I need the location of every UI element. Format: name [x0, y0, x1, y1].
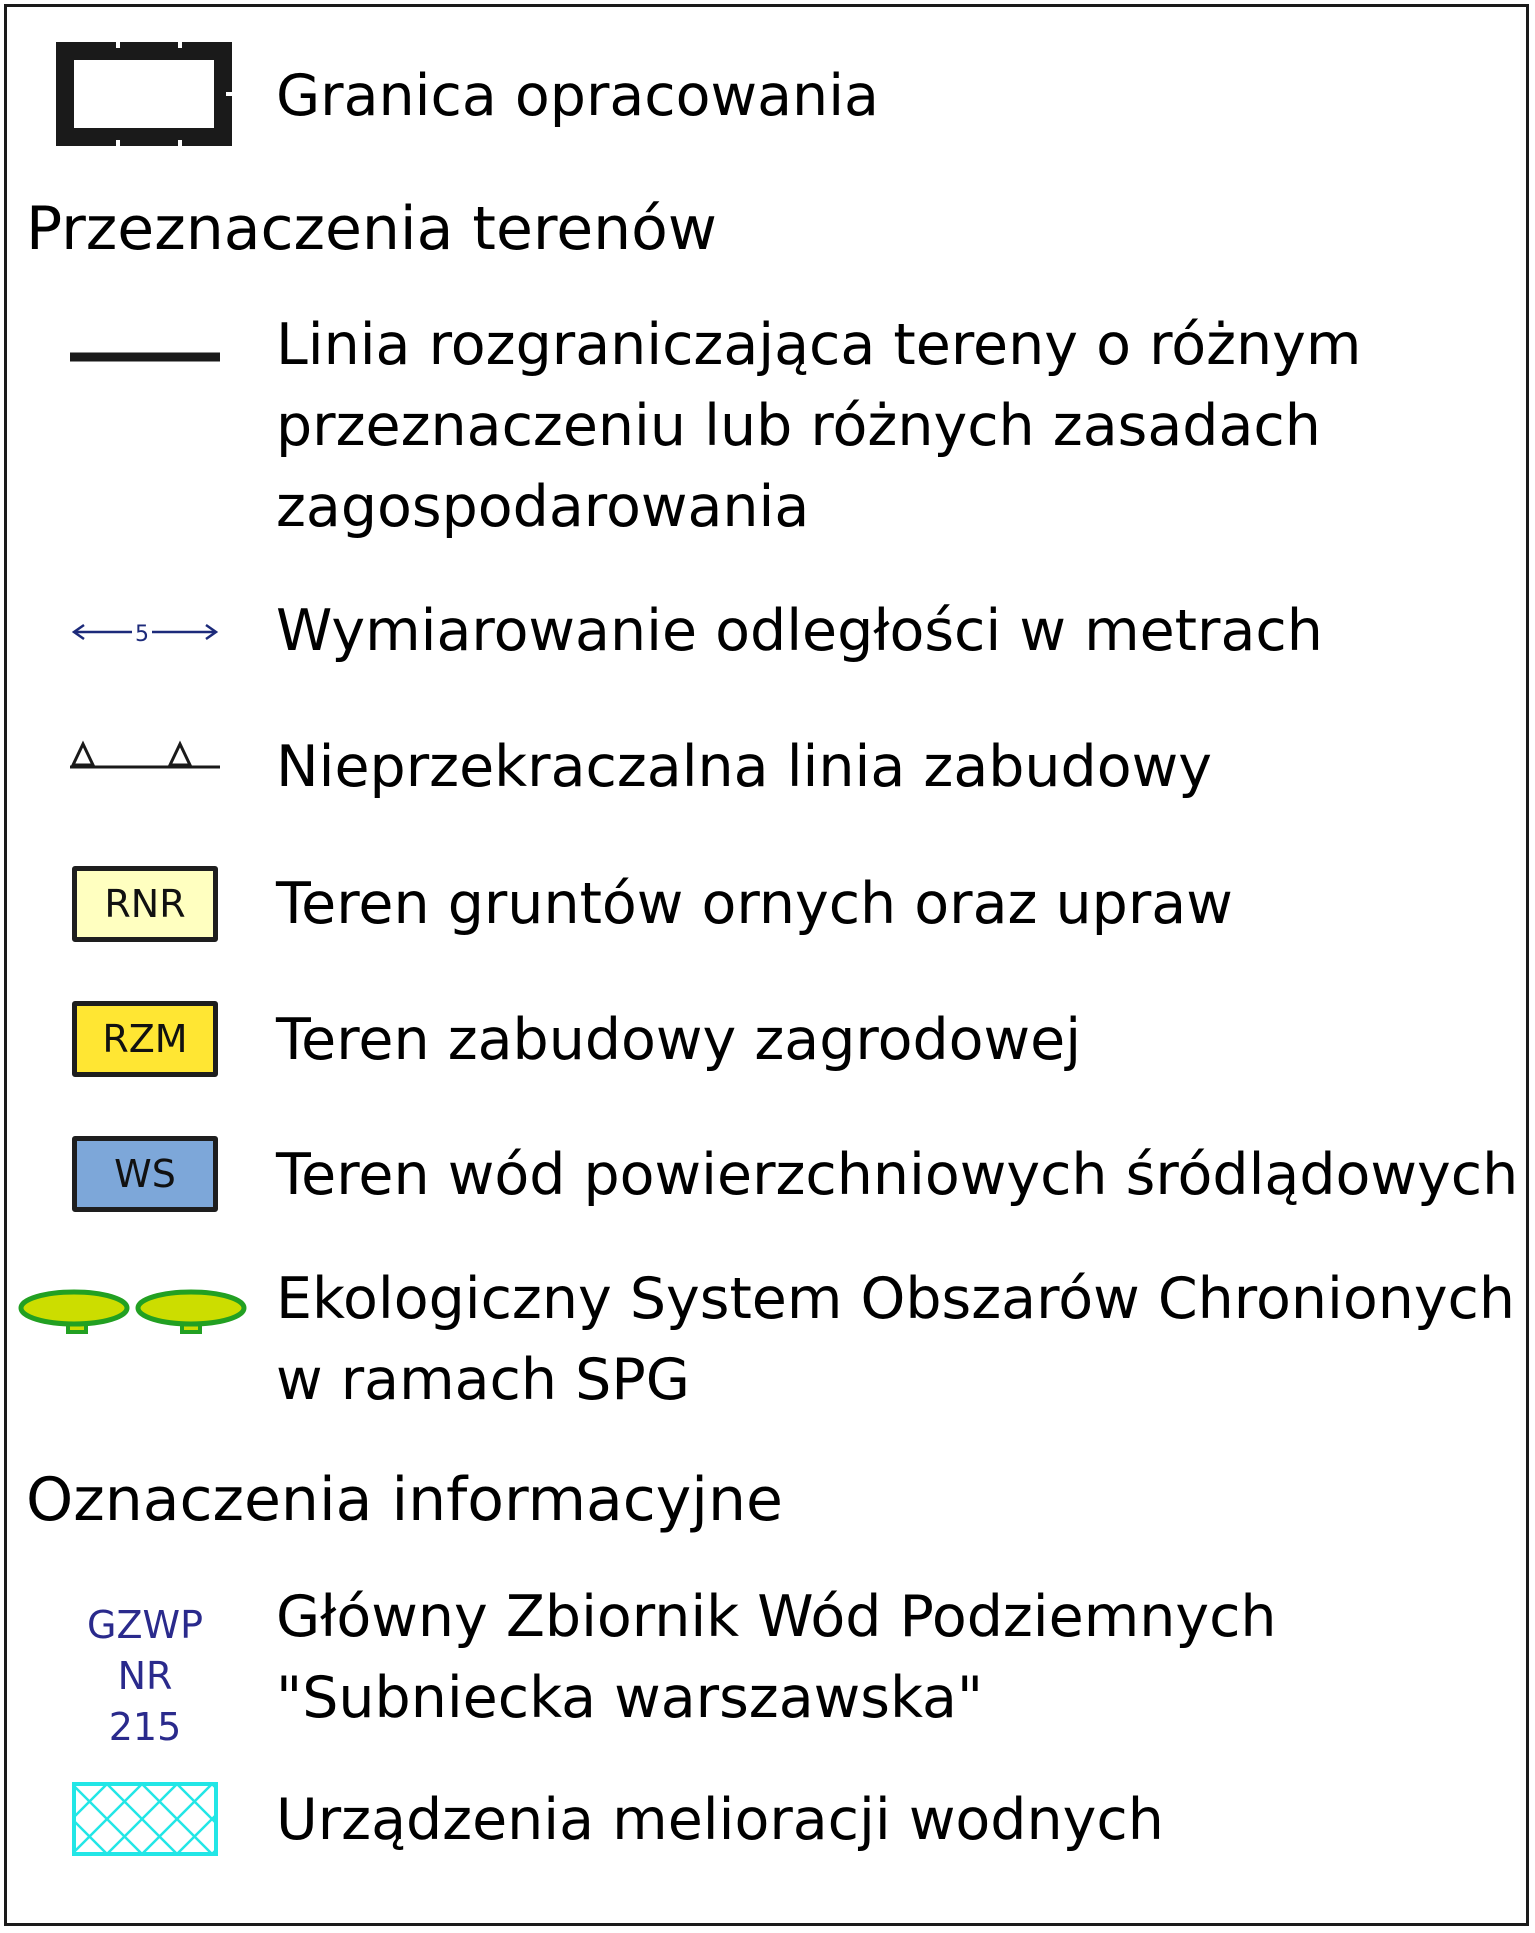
- gzwp-code-line-1: GZWP: [87, 1603, 203, 1647]
- zone-rzm-swatch: [72, 1001, 218, 1077]
- zone-rnr-label: Teren gruntów ornych oraz upraw: [276, 871, 1233, 937]
- eco-system-icon: [18, 1288, 250, 1348]
- gzwp-code: [80, 1600, 210, 1753]
- dimension-label: Wymiarowanie odległości w metrach: [276, 598, 1323, 664]
- gzwp-code-line-2: NR: [117, 1654, 173, 1698]
- melioration-hatch-icon: [72, 1782, 220, 1856]
- zone-rzm-label: Teren zabudowy zagrodowej: [276, 1007, 1082, 1073]
- gzwp-code-line-3: 215: [108, 1705, 182, 1749]
- study-boundary-icon: [56, 42, 236, 148]
- building-line-label: Nieprzekraczalna linia zabudowy: [276, 734, 1212, 800]
- building-line-icon: [70, 738, 222, 772]
- demarcation-line-3: zagospodarowania: [276, 474, 810, 540]
- demarcation-line-1: Linia rozgraniczająca tereny o różnym: [276, 312, 1362, 378]
- zone-ws-code: WS: [114, 1152, 176, 1196]
- zone-ws-label: Teren wód powierzchniowych śródlądowych: [276, 1142, 1519, 1208]
- zone-rnr-code: RNR: [104, 882, 186, 926]
- section-heading-land-use: Przeznaczenia terenów: [26, 194, 717, 264]
- demarcation-line-icon: [70, 350, 222, 364]
- dimension-value: 5: [135, 622, 149, 647]
- demarcation-line-2: przeznaczeniu lub różnych zasadach: [276, 393, 1321, 459]
- melioration-label: Urządzenia melioracji wodnych: [276, 1787, 1164, 1853]
- dimension-arrow-icon: [70, 617, 222, 647]
- zone-rnr-swatch: [72, 866, 218, 942]
- gzwp-line-2: "Subniecka warszawska": [276, 1665, 984, 1731]
- gzwp-line-1: Główny Zbiornik Wód Podziemnych: [276, 1584, 1277, 1650]
- boundary-label: Granica opracowania: [276, 63, 879, 129]
- eco-system-line-2: w ramach SPG: [276, 1347, 690, 1413]
- zone-rzm-code: RZM: [102, 1017, 188, 1061]
- eco-system-line-1: Ekologiczny System Obszarów Chronionych: [276, 1266, 1516, 1332]
- zone-ws-swatch: [72, 1136, 218, 1212]
- section-heading-info: Oznaczenia informacyjne: [26, 1465, 783, 1535]
